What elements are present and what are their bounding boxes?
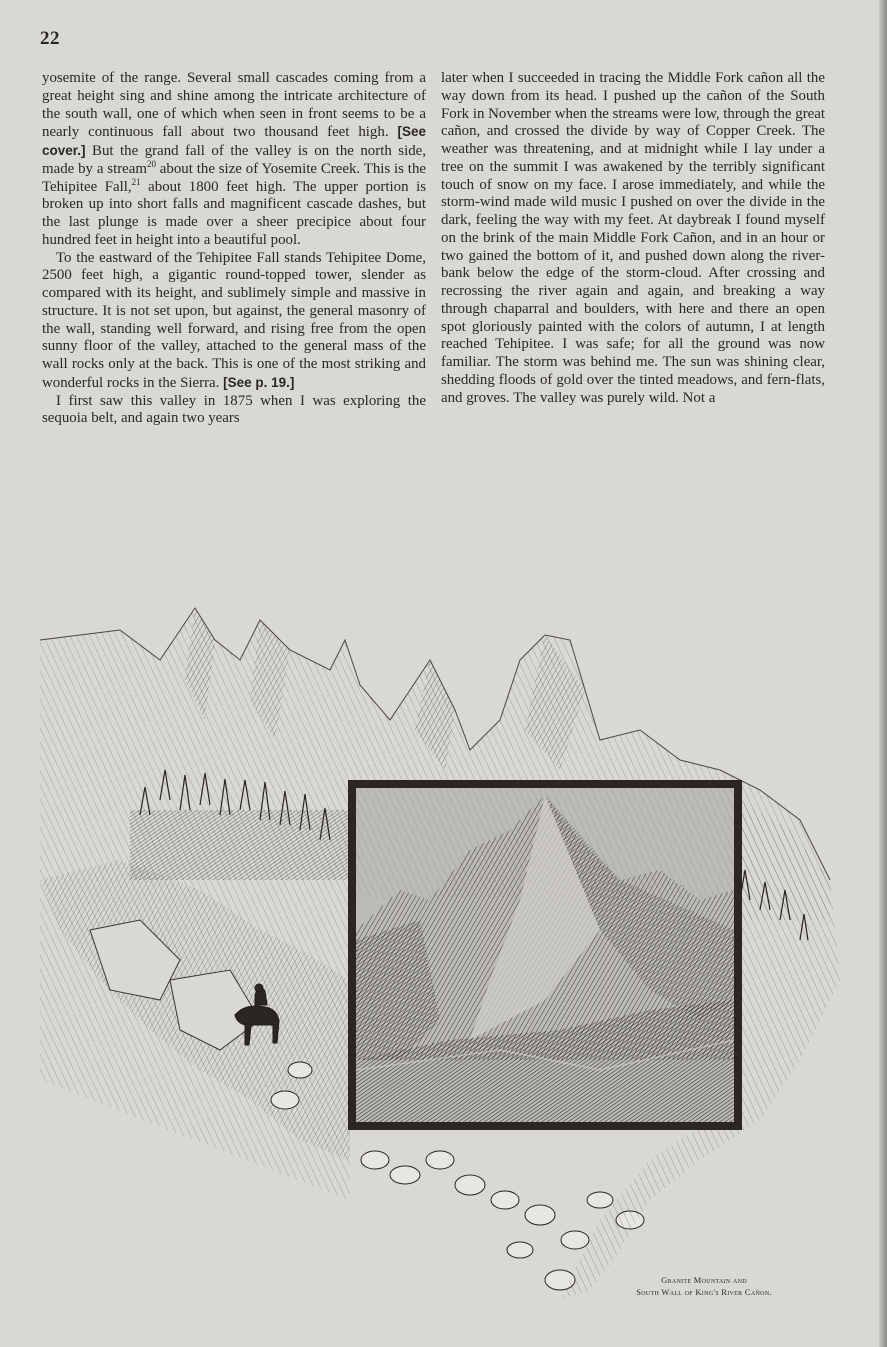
engraving-illustration — [0, 600, 887, 1320]
left-column — [42, 70, 426, 428]
caption-line: South Wall of King's River Cañon. — [636, 1287, 772, 1297]
mountain-engraving — [0, 600, 887, 1320]
caption-line: Granite Mountain and — [661, 1275, 747, 1285]
paragraph: To the eastward of the Tehipitee Fall stands Tehipitee Dome, 2500 feet high, a gigantic round-topped tower, slender as compared with its height, and sublimely simple and massive in structure. It is not set upon, but against, the general masonry of the wall, standing well forward, and rising free from the open sunny floor of the valley, attached to the general mass of the wall rocks only at the back. This is one of the most striking and wonderful rocks in the Sierra. [See p. 19.] — [42, 249, 426, 391]
paragraph: yosemite of the range. Several small cascades coming from a great height sing and shine among the intricate architecture of the south wall, one of which when seen in front seems to be a nearly continuous fall about two thousand feet high. [See cover.] But the grand fall of the valley is on the north side, made by a stream$^{20}$ about the size of Yosemite Creek. This is the Tehipitee Fall,$^{21}$ about 1800 feet high. The upper portion is broken up into short falls and magnificent cascade dashes, but the last plunge is made over a sheer precipice about four hundred feet in height into a beautiful pool. — [42, 70, 426, 248]
paragraph: later when I succeeded in tracing the Middle Fork cañon all the way down from its head. I pushed up the cañon of the South Fork in November when the streams were low, through the great cañon, and crossed the divide by way of Copper Creek. The weather was threatening, and at midnight while I lay under a tree on the summit I was awakened by the terribly significant touch of snow on my face. I arose immediately, and while the storm-wind made wild music I pushed on over the divide in the dark, feeling the way with my feet. At daybreak I found myself on the brink of the main Middle Fork Cañon, and in an hour or two gained the bottom of it, and pushed down along the river-bank below the edge of the storm-cloud. After crossing and recrossing the river again and again, and breaking a way through chaparral and boulders, with here and there an open spot gloriously painted with the colors of autumn, I at length reached Tehipitee. I was safe; for all the ground was now familiar. The storm was behind me. The sun was shining clear, shedding floods of gold over the tinted meadows, and fern-flats, and groves. The valley was purely wild. Not a — [441, 70, 826, 406]
page-reference: [See p. 19.] — [223, 374, 295, 390]
page-edge — [879, 0, 887, 1347]
cover-reference: [See cover.] — [42, 124, 426, 158]
inset-engraving — [348, 780, 742, 1130]
page-number: 22 — [40, 28, 60, 49]
footnote-marker: 20 — [146, 158, 156, 169]
right-column — [441, 70, 825, 407]
paragraph: I first saw this valley in 1875 when I was exploring the sequoia belt, and again two years — [42, 392, 426, 427]
footnote-marker: 21 — [131, 176, 141, 187]
illustration-caption — [606, 1274, 802, 1298]
